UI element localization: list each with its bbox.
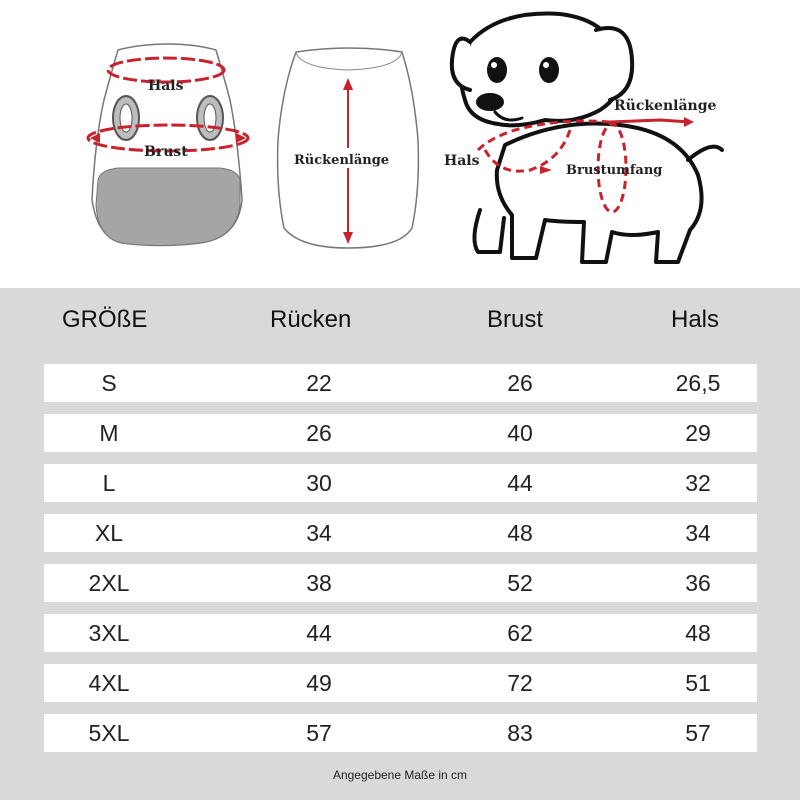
cell-back: 34 <box>306 520 332 546</box>
vest-back-drawing <box>278 48 419 248</box>
cell-neck: 51 <box>685 670 711 696</box>
cell-chest: 83 <box>507 720 533 746</box>
cell-back: 57 <box>306 720 332 746</box>
cell-neck: 29 <box>685 420 711 446</box>
cell-neck: 57 <box>685 720 711 746</box>
table-row <box>44 714 757 752</box>
cell-back: 30 <box>306 470 332 496</box>
table-row <box>44 564 757 602</box>
header-size: GRÖßE <box>62 306 148 333</box>
header-chest: Brust <box>487 306 544 333</box>
table-row <box>44 514 757 552</box>
table-row <box>44 464 757 502</box>
vest-front-neck-label: Hals <box>148 78 184 94</box>
table-row <box>44 364 757 402</box>
dog-drawing <box>452 14 722 262</box>
header-neck: Hals <box>671 306 720 333</box>
cell-neck: 48 <box>685 620 711 646</box>
cell-size: 5XL <box>88 720 130 746</box>
vest-front-chest-label: Brust <box>144 144 188 160</box>
dog-chest-label: Brustumfang <box>566 163 663 178</box>
cell-size: XL <box>94 520 124 546</box>
header-back: Rücken <box>270 306 352 333</box>
cell-size: S <box>101 370 117 396</box>
cell-chest: 72 <box>507 670 533 696</box>
cell-neck: 34 <box>685 520 711 546</box>
cell-size: M <box>99 420 119 446</box>
cell-back: 49 <box>306 670 332 696</box>
vest-front-drawing <box>88 44 248 246</box>
cell-size: 3XL <box>88 620 130 646</box>
cell-size: L <box>102 470 116 496</box>
cell-chest: 62 <box>507 620 533 646</box>
size-illustration <box>0 0 800 288</box>
cell-chest: 40 <box>507 420 533 446</box>
cell-neck: 32 <box>685 470 711 496</box>
measurement-footnote: Angegebene Maße in cm <box>332 768 468 782</box>
cell-size: 4XL <box>88 670 130 696</box>
cell-back: 26 <box>306 420 332 446</box>
dog-neck-label: Hals <box>444 153 480 169</box>
measurement-diagram <box>0 0 800 288</box>
cell-neck: 36 <box>685 570 711 596</box>
cell-neck: 26,5 <box>675 370 721 396</box>
cell-chest: 48 <box>507 520 533 546</box>
cell-back: 38 <box>306 570 332 596</box>
cell-back: 44 <box>306 620 332 646</box>
cell-chest: 52 <box>507 570 533 596</box>
cell-size: 2XL <box>88 570 130 596</box>
table-row <box>44 614 757 652</box>
dog-back-label: Rückenlänge <box>614 98 717 114</box>
cell-chest: 26 <box>507 370 533 396</box>
size-table <box>0 288 800 800</box>
table-row <box>44 664 757 702</box>
vest-back-length-label: Rückenlänge <box>294 153 390 168</box>
table-row <box>44 414 757 452</box>
cell-chest: 44 <box>507 470 533 496</box>
cell-back: 22 <box>306 370 332 396</box>
